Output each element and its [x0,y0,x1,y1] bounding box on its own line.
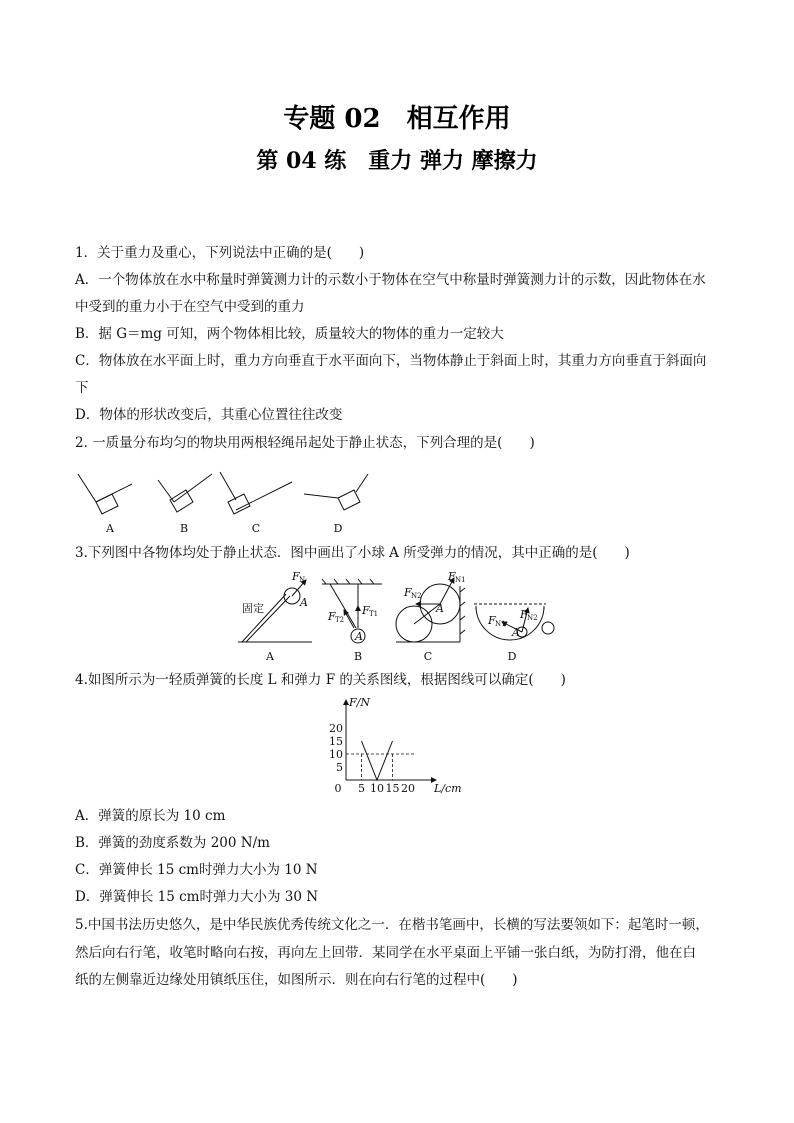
q3-ball-b: A [355,630,363,643]
q4-y-tick-5: 5 [336,761,343,774]
q3-fn2d-label: F [520,608,528,621]
q4-x-tick-1: 5 [358,782,365,795]
q3-ft2-label: F [328,610,336,623]
q4-x-tick-0: 0 [334,782,342,795]
q4-stem: 4.如图所示为一轻质弹簧的长度 L 和弹力 F 的关系图线，根据图线可以确定( ) [75,672,566,688]
q3-ft1-label: F [362,604,370,617]
q3-ft2-sub: T2 [335,616,345,624]
q4-y-tick-20: 20 [329,722,343,735]
q3-fn1d-label: F [488,614,496,627]
q2-label-a: A [106,522,114,535]
q4-y-tick-10: 10 [329,748,343,761]
q4-chart [318,694,468,798]
q3-ball-c: A [436,602,444,615]
q3-label-b: B [353,650,363,663]
q1-option-c-line1: C．物体放在水平面上时，重力方向垂直于水平面向下，当物体静止于斜面上时，其重力方向垂直于斜面向 [75,353,707,369]
q3-ft1-sub: T1 [369,610,379,618]
q1-option-a-line1: A．一个物体放在水中称量时弹簧测力计的示数小于物体在空气中称量时弹簧测力计的示数，因此物体在水 [75,272,706,288]
q3-figure [236,566,566,664]
q2-stem: 2. 一质量分布均匀的物块用两根轻绳吊起处于静止状态，下列合理的是( ) [75,435,535,451]
q4-x-tick-3: 15 [385,782,400,795]
q3-ball-d: A [512,626,520,639]
q3-fn1d-sub: N1 [495,620,506,628]
document-subtitle: 第 04 练 重力 弹力 摩擦力 [256,148,538,174]
q3-ball-a: A [300,596,308,609]
q4-y-label: F/N [349,696,370,709]
q3-label-c: C [423,650,433,663]
q1-option-d: D．物体的形状改变后，其重心位置往往改变 [75,407,343,423]
q4-option-d: D．弹簧伸长 15 cm时弹力大小为 30 N [75,889,319,905]
q3-label-a: A [266,650,274,663]
q3-fixed-label: 固定 [242,602,264,615]
q1-stem: 1．关于重力及重心，下列说法中正确的是( ) [75,245,365,261]
q2-figure [70,462,370,542]
q1-option-c-line2: 下 [75,380,89,396]
q4-x-tick-4: 20 [401,782,415,795]
document-title: 专题 02 相互作用 [283,104,511,134]
q1-option-b: B．据 G＝mg 可知，两个物体相比较，质量较大的物体的重力一定较大 [75,326,504,342]
q1-option-a-line2: 中受到的重力小于在空气中受到的重力 [75,299,305,315]
q5-line1: 5.中国书法历史悠久，是中华民族优秀传统文化之一．在楷书笔画中，长横的写法要领如下：起笔时一顿， [75,917,709,933]
q2-label-b: B [179,522,189,535]
q3-fn-sub: N [299,576,306,584]
q3-fn1-sub: N1 [455,576,466,584]
q4-x-label: L/cm [434,782,462,795]
q5-line2: 然后向右行笔，收笔时略向右按，再向左上回带．某同学在水平桌面上平铺一张白纸，为防打滑，他在白 [75,945,696,961]
q3-fn2d-sub: N2 [527,614,538,622]
q4-series-line [362,741,393,780]
q2-label-d: D [333,522,343,535]
q4-option-c: C．弹簧伸长 15 cm时弹力大小为 10 N [75,862,318,878]
q3-label-d: D [507,650,517,663]
q4-option-a: A．弹簧的原长为 10 cm [75,808,226,824]
q2-label-c: C [251,522,261,535]
q4-x-tick-2: 10 [370,782,384,795]
q4-y-tick-15: 15 [329,735,343,748]
q3-fn2-sub: N2 [411,592,422,600]
q3-fn2-label: F [404,586,412,599]
q5-line3: 纸的左侧靠近边缘处用镇纸压住，如图所示．则在向右行笔的过程中( ) [75,972,518,988]
q4-option-b: B．弹簧的劲度系数为 200 N/m [75,835,270,851]
q3-stem: 3.下列图中各物体均处于静止状态．图中画出了小球 A 所受弹力的情况，其中正确的是( ) [75,545,630,561]
q3-fn-label: F [292,570,300,583]
q3-fn1-label: F [448,570,456,583]
